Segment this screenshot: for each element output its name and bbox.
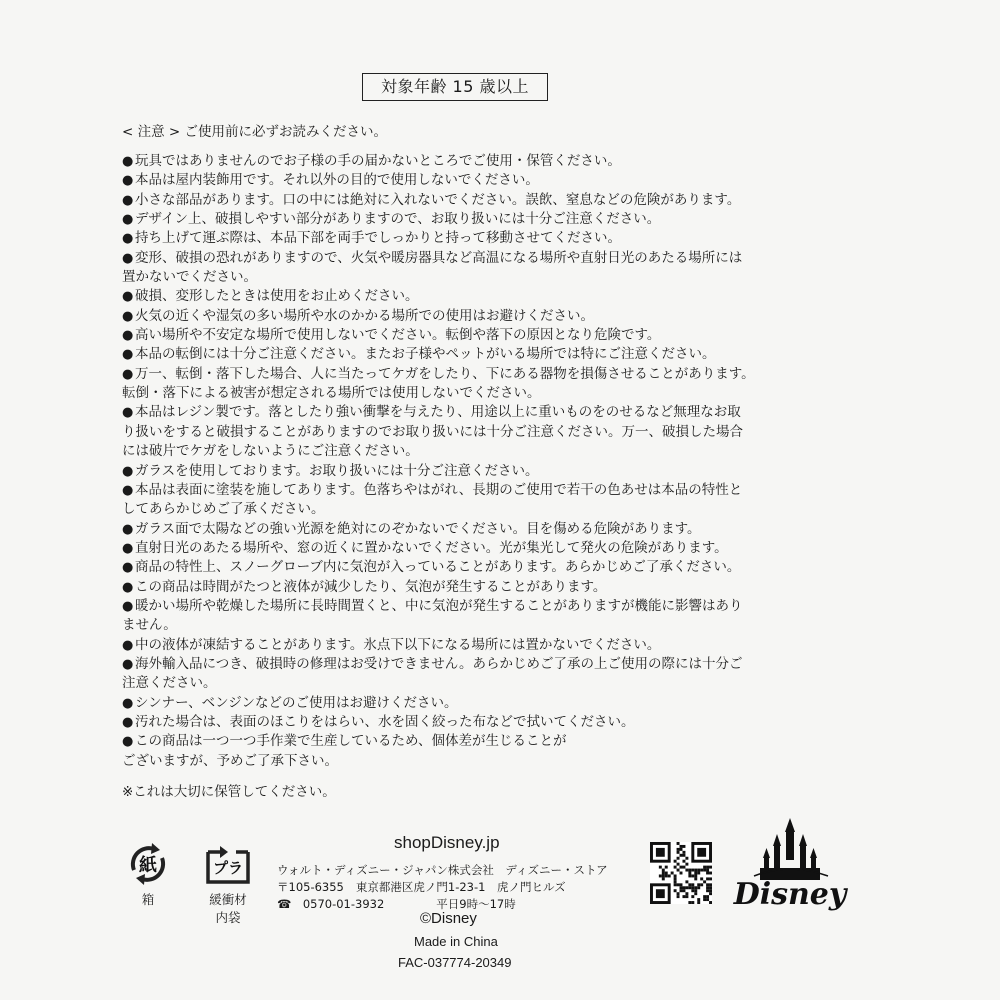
bullet-icon: ● [122, 521, 134, 537]
caution-line: デザイン上、破損しやすい部分がありますので、お取り扱いには十分ご注意ください。 [135, 211, 661, 228]
bullet-icon: ● [122, 560, 134, 576]
recycle-plastic-label-1: 緩衝材 [209, 892, 247, 907]
bullet-icon: ● [122, 540, 134, 556]
caution-line: 持ち上げて運ぶ際は、本品下部を両手でしっかりと持って移動させてください。 [135, 230, 621, 247]
bullet-icon: ● [122, 154, 134, 169]
bullet-icon: ● [122, 231, 134, 247]
caution-text-continued [122, 500, 832, 519]
caution-item [122, 345, 832, 364]
caution-text-continued [122, 752, 832, 771]
caution-line: 汚れた場合は、表面のほこりをはらい、水を固く絞った布などで拭いてください。 [135, 713, 635, 730]
caution-item [122, 636, 832, 655]
caution-line: 玩具ではありませんのでお子様の手の届かないところでご使用・保管ください。 [135, 153, 621, 169]
caution-item [122, 326, 832, 345]
caution-item [122, 481, 832, 520]
caution-line: 万一、転倒・落下した場合、人に当たってケガをしたり、下にある器物を損傷させることがあります。 [135, 365, 755, 382]
caution-line: 商品の特性上、スノーグローブ内に気泡が入っていることがあります。あらかじめご了承ください。 [135, 559, 741, 576]
caution-text [122, 462, 832, 481]
caution-item [122, 694, 832, 713]
caution-line: ガラス面で太陽などの強い光源を絶対にのぞかないでください。目を傷める危険があります。 [135, 520, 701, 537]
recycle-arrows-icon [124, 840, 172, 888]
caution-list [122, 152, 832, 771]
caution-text [122, 171, 832, 190]
caution-line: 中の液体が凍結することがあります。氷点下以下になる場所には置かないでください。 [135, 636, 661, 653]
caution-item [122, 191, 832, 210]
caution-text [122, 520, 832, 539]
caution-text [122, 287, 832, 306]
caution-line: には破片でケガをしないようにご注意ください。 [122, 443, 419, 460]
caution-line: 注意ください。 [122, 675, 217, 692]
caution-text [122, 713, 832, 732]
product-code: FAC-037774-20349 [398, 955, 512, 970]
caution-line: ガラスを使用しております。お取り扱いには十分ご注意ください。 [135, 462, 539, 479]
caution-item [122, 462, 832, 481]
caution-text [122, 210, 832, 229]
address: 東京都港区虎ノ門1-23-1 虎ノ門ヒルズ [355, 880, 566, 894]
caution-line: 暖かい場所や乾燥した場所に長時間置くと、中に気泡が発生することがありますが機能に影響はあり [135, 597, 743, 614]
caution-item [122, 597, 832, 636]
caution-text [122, 578, 832, 597]
caution-line: この商品は一つ一つ手作業で生産しているため、個体差が生じることが [135, 733, 567, 750]
caution-item [122, 732, 832, 771]
bullet-icon: ● [122, 308, 134, 324]
caution-item [122, 539, 832, 558]
recycle-plastic-label-2: 内袋 [215, 910, 241, 925]
caution-line: ません。 [122, 617, 177, 634]
caution-line: 本品は屋内装飾用です。それ以外の目的で使用しないでください。 [135, 172, 539, 189]
recycle-paper-text: 紙 [139, 855, 157, 876]
bullet-icon: ● [122, 212, 134, 228]
caution-item [122, 249, 832, 288]
caution-text-continued [122, 616, 832, 635]
bullet-icon: ● [122, 714, 134, 730]
qr-code-icon [650, 842, 712, 904]
recycle-paper-mark [124, 840, 172, 909]
business-hours: 平日9時～17時 [436, 897, 516, 911]
caution-text [122, 539, 832, 558]
bullet-icon: ● [122, 482, 134, 498]
caution-text [122, 636, 832, 655]
caution-item [122, 229, 832, 248]
bullet-icon: ● [122, 695, 134, 711]
company-address-line [277, 879, 608, 896]
caution-text [122, 249, 832, 268]
caution-text [122, 558, 832, 577]
caution-line: 火気の近くや湿気の多い場所や水のかかる場所での使用はお避けください。 [135, 307, 594, 324]
caution-item [122, 171, 832, 190]
caution-item [122, 520, 832, 539]
phone-number: ☎ 0570-01-3932 [277, 897, 385, 911]
caution-item [122, 655, 832, 694]
caution-line: してあらかじめご了承ください。 [122, 501, 325, 518]
shop-url: shopDisney.jp [394, 833, 500, 852]
caution-item [122, 210, 832, 229]
disney-castle-logo [733, 818, 847, 918]
caution-item [122, 307, 832, 326]
disney-logo-text: Disney [733, 877, 847, 912]
caution-text [122, 597, 832, 616]
caution-item [122, 287, 832, 306]
caution-text [122, 152, 832, 171]
caution-line: 本品は表面に塗装を施してあります。色落ちやはがれ、長期のご使用で若干の色あせは本品の特性と [135, 481, 743, 498]
caution-line: 直射日光のあたる場所や、窓の近くに置かないでください。光が集光して発火の危険があります。 [135, 539, 728, 556]
bullet-icon: ● [122, 637, 134, 653]
bullet-icon: ● [122, 347, 134, 363]
caution-item [122, 365, 832, 404]
caution-item [122, 152, 832, 171]
caution-text-continued [122, 423, 832, 442]
caution-text [122, 655, 832, 674]
caution-text [122, 191, 832, 210]
caution-line: 小さな部品があります。口の中には絶対に入れないでください。誤飲、窒息などの危険があります。 [135, 191, 741, 208]
recycle-paper-label: 箱 [141, 892, 155, 907]
caution-line: 本品はレジン製です。落としたり強い衝撃を与えたり、用途以上に重いものをのせるなど無理なお取 [135, 404, 741, 421]
bullet-icon: ● [122, 366, 134, 382]
recycle-plastic-text: プラ [212, 859, 244, 877]
keep-note: ※これは大切に保管してください。 [122, 784, 336, 800]
bullet-icon: ● [122, 192, 134, 208]
caution-item [122, 578, 832, 597]
caution-line: ございますが、予めご了承下さい。 [122, 752, 338, 769]
caution-line: り扱いをすると破損することがありますのでお取り扱いには十分ご注意ください。万一、破損した場合 [122, 423, 743, 440]
caution-text [122, 403, 832, 422]
caution-item [122, 558, 832, 577]
caution-text-continued [122, 384, 832, 403]
caution-text [122, 481, 832, 500]
caution-line: この商品は時間がたつと液体が減少したり、気泡が発生することがあります。 [135, 578, 607, 595]
caution-line: 海外輸入品につき、破損時の修理はお受けできません。あらかじめご了承の上ご使用の際には十分ご [135, 655, 743, 672]
bullet-icon: ● [122, 289, 134, 305]
caution-line: 本品の転倒には十分ご注意ください。またお子様やペットがいる場所では特にご注意ください。 [135, 346, 716, 363]
caution-line: シンナー、ベンジンなどのご使用はお避けください。 [135, 694, 458, 711]
bullet-icon: ● [122, 579, 134, 595]
bullet-icon: ● [122, 328, 134, 344]
caution-text-continued [122, 674, 832, 693]
recycle-plastic-icon [202, 840, 254, 888]
caution-item [122, 403, 832, 461]
caution-text-continued [122, 442, 832, 461]
caution-line: 転倒・落下による被害が想定される場所では使用しないでください。 [122, 385, 541, 402]
caution-line: 高い場所や不安定な場所で使用しないでください。転倒や落下の原因となり危険です。 [135, 327, 661, 344]
age-notice: 対象年齢 15 歳以上 [362, 73, 548, 101]
bullet-icon: ● [122, 734, 134, 750]
bullet-icon: ● [122, 656, 134, 672]
caution-line: 変形、破損の恐れがありますので、火気や暖房器具など高温になる場所や直射日光のあたる場所には [135, 249, 743, 266]
company-name: ウォルト・ディズニー・ジャパン株式会社 ディズニー・ストア [277, 863, 608, 877]
caution-text [122, 229, 832, 248]
caution-text [122, 365, 832, 384]
made-in: Made in China [414, 934, 498, 949]
caution-line: 破損、変形したときは使用をお止めください。 [135, 288, 419, 305]
caution-line: 置かないでください。 [122, 269, 257, 286]
copyright: ©Disney [420, 910, 477, 927]
caution-intro: < 注意 > ご使用前に必ずお読みください。 [122, 124, 387, 140]
caution-text [122, 732, 832, 751]
caution-item [122, 713, 832, 732]
bullet-icon: ● [122, 405, 134, 421]
bullet-icon: ● [122, 598, 134, 614]
caution-text [122, 307, 832, 326]
company-info [277, 862, 608, 913]
postal-code: 〒105-6355 [277, 880, 344, 894]
bullet-icon: ● [122, 250, 134, 266]
recycle-plastic-mark [196, 840, 260, 927]
caution-text [122, 694, 832, 713]
caution-text [122, 345, 832, 364]
bullet-icon: ● [122, 173, 134, 189]
caution-text [122, 326, 832, 345]
caution-text-continued [122, 268, 832, 287]
bullet-icon: ● [122, 463, 134, 479]
